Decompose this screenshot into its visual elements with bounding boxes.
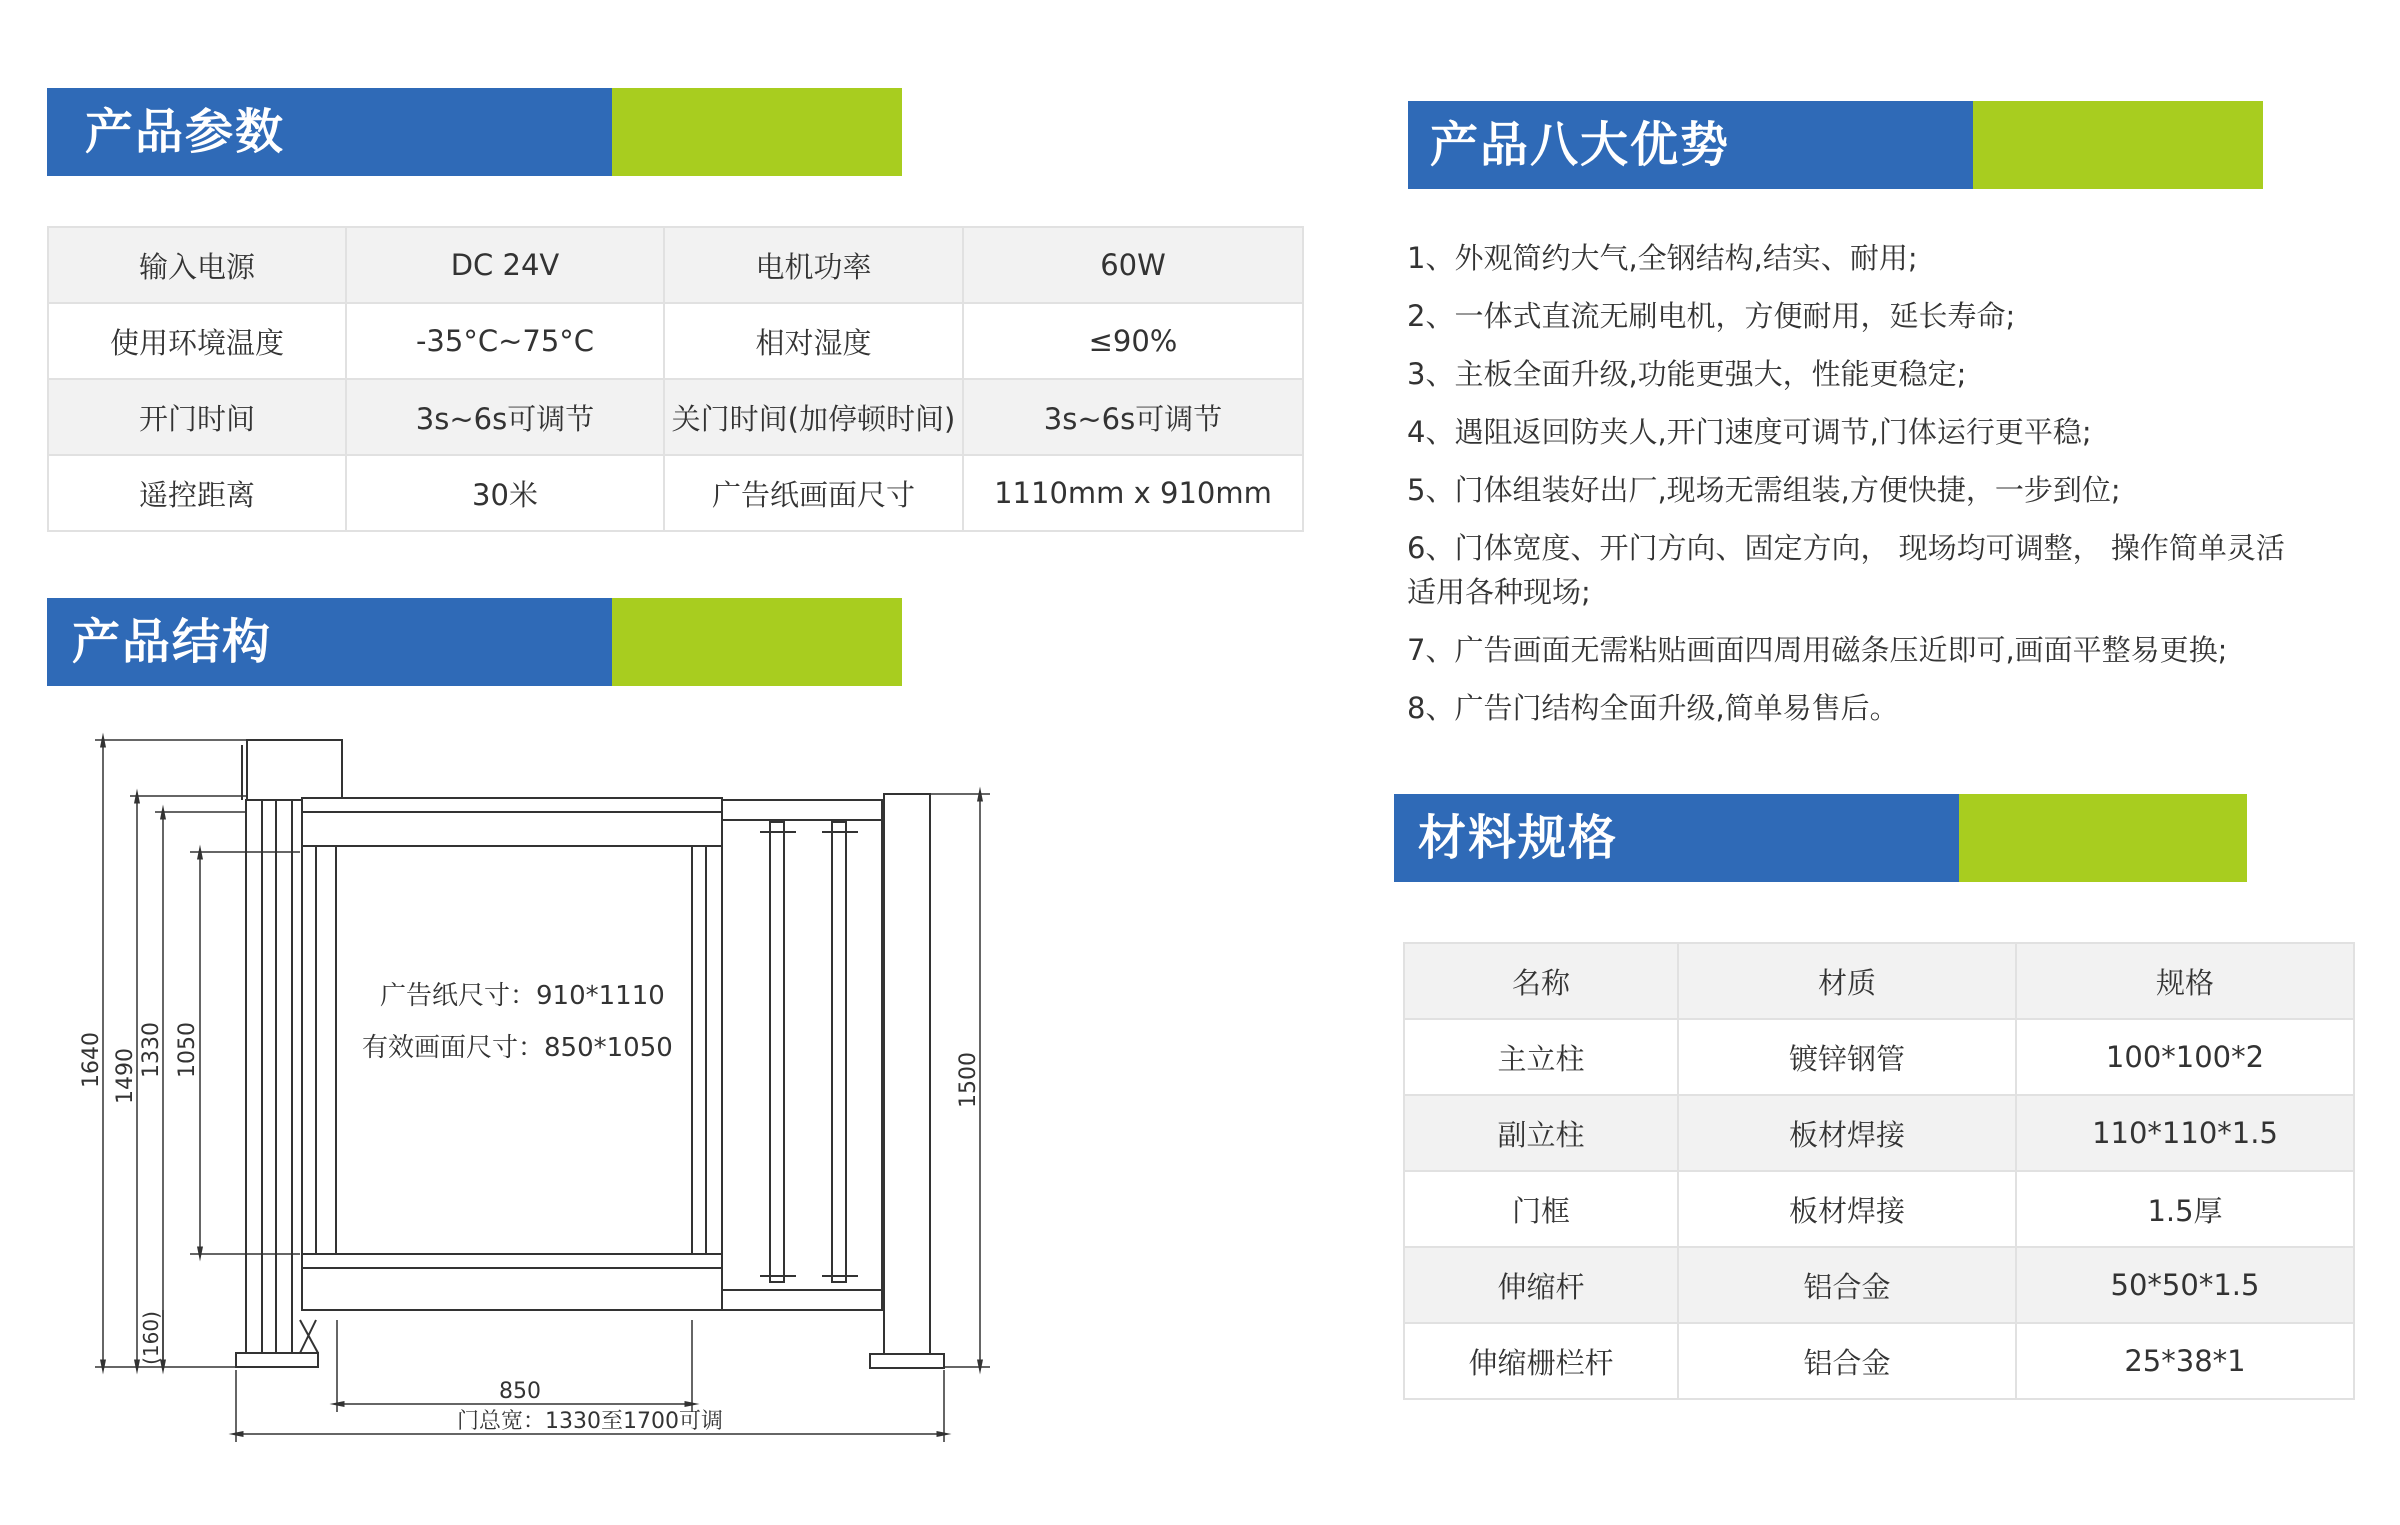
materials-row (1404, 1019, 2354, 1095)
materials-row (1404, 1323, 2354, 1399)
advantage-item: 5、门体组装好出厂,现场无需组装,方便快捷，一步到位; (1407, 473, 2121, 507)
telescopic-section (722, 800, 882, 1310)
params-title: 产品参数 (85, 104, 286, 160)
material-type: 镀锌钢管 (1678, 1019, 2016, 1095)
params-row (48, 379, 1303, 455)
advantage-item: 2、一体式直流无刷电机，方便耐用，延长寿命; (1407, 299, 2016, 333)
advantage-item: 7、广告画面无需粘贴画面四周用磁条压近即可,画面平整易更换; (1407, 633, 2228, 667)
param-label: 广告纸画面尺寸 (664, 455, 963, 531)
dim-1500: 1500 (956, 1052, 981, 1108)
dim-850: 850 (499, 1379, 541, 1404)
advantages-title: 产品八大优势 (1430, 117, 1731, 173)
material-spec: 25*38*1 (2016, 1323, 2354, 1399)
material-name: 副立柱 (1404, 1095, 1678, 1171)
param-value: -35°C~75°C (346, 303, 664, 379)
materials-header (1394, 794, 2247, 882)
param-value: 3s~6s可调节 (963, 379, 1303, 455)
param-label: 输入电源 (48, 227, 346, 303)
param-label: 开门时间 (48, 379, 346, 455)
column-header: 名称 (1404, 943, 1678, 1019)
column-header: 规格 (2016, 943, 2354, 1019)
material-spec: 50*50*1.5 (2016, 1247, 2354, 1323)
materials-title: 材料规格 (1418, 810, 1619, 866)
advantage-item: 4、遇阻返回防夹人,开门速度可调节,门体运行更平稳; (1407, 415, 2092, 449)
material-spec: 1.5厚 (2016, 1171, 2354, 1247)
materials-header-row (1404, 943, 2354, 1019)
param-label: 电机功率 (664, 227, 963, 303)
material-name: 伸缩栅栏杆 (1404, 1323, 1678, 1399)
param-label: 使用环境温度 (48, 303, 346, 379)
ad-paper-size-label: 广告纸尺寸：910*1110 (380, 981, 665, 1011)
total-width-label: 门总宽：1330至1700可调 (457, 1409, 723, 1434)
advantage-item: 8、广告门结构全面升级,简单易售后。 (1407, 691, 1899, 725)
material-type: 铝合金 (1678, 1247, 2016, 1323)
dim-1640: 1640 (79, 1032, 104, 1088)
advantage-item: 1、外观简约大气,全钢结构,结实、耐用; (1407, 241, 1918, 275)
left-base-plate (236, 1353, 318, 1367)
params-header-green-bar (612, 88, 902, 176)
materials-row (1404, 1095, 2354, 1171)
material-type: 板材焊接 (1678, 1171, 2016, 1247)
material-type: 铝合金 (1678, 1323, 2016, 1399)
advantages-list (1407, 236, 2307, 744)
gate-structure-drawing (60, 725, 1020, 1445)
materials-header-green-bar (1959, 794, 2247, 882)
materials-row (1404, 1171, 2354, 1247)
params-row (48, 303, 1303, 379)
dim-1330: 1330 (139, 1022, 164, 1078)
material-spec: 100*100*2 (2016, 1019, 2354, 1095)
column-header: 材质 (1678, 943, 2016, 1019)
material-type: 板材焊接 (1678, 1095, 2016, 1171)
params-row (48, 455, 1303, 531)
param-label: 遥控距离 (48, 455, 346, 531)
dim-1490: 1490 (113, 1048, 138, 1104)
param-label: 相对湿度 (664, 303, 963, 379)
effective-size-label: 有效画面尺寸：850*1050 (362, 1033, 673, 1063)
right-post (884, 794, 930, 1354)
material-name: 门框 (1404, 1171, 1678, 1247)
dim-1050: 1050 (175, 1022, 200, 1078)
motor-box (247, 740, 342, 800)
structure-header (47, 598, 902, 686)
param-value: 30米 (346, 455, 664, 531)
params-header (47, 88, 902, 176)
material-name: 伸缩杆 (1404, 1247, 1678, 1323)
param-value: ≤90% (963, 303, 1303, 379)
materials-table (1403, 942, 2355, 1400)
structure-header-green-bar (612, 598, 902, 686)
materials-row (1404, 1247, 2354, 1323)
main-post (246, 800, 292, 1355)
structure-title: 产品结构 (72, 614, 273, 670)
param-label: 关门时间(加停顿时间) (664, 379, 963, 455)
param-value: 3s~6s可调节 (346, 379, 664, 455)
material-spec: 110*110*1.5 (2016, 1095, 2354, 1171)
advantages-header (1408, 101, 2263, 189)
material-name: 主立柱 (1404, 1019, 1678, 1095)
advantage-item: 3、主板全面升级,功能更强大，性能更稳定; (1407, 357, 1967, 391)
right-base-plate (870, 1354, 944, 1368)
advantage-item: 6、门体宽度、开门方向、固定方向， 现场均可调整， 操作简单灵活适用各种现场; (1407, 531, 2285, 609)
advantages-header-green-bar (1973, 101, 2263, 189)
dim-160: (160) (139, 1311, 163, 1365)
params-row (48, 227, 1303, 303)
params-table (47, 226, 1304, 532)
param-value: 60W (963, 227, 1303, 303)
param-value: 1110mm x 910mm (963, 455, 1303, 531)
param-value: DC 24V (346, 227, 664, 303)
